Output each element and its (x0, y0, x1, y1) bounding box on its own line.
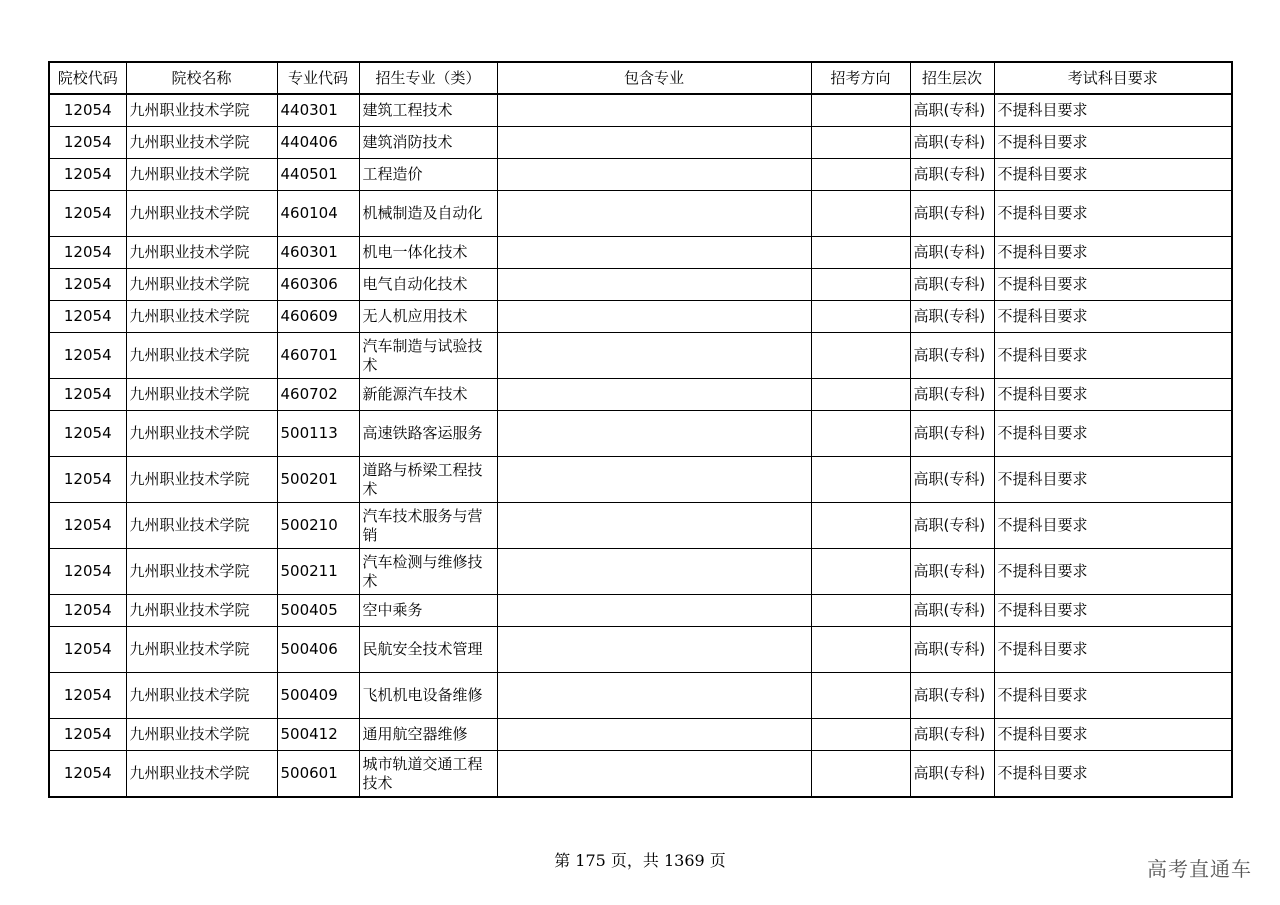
cell-major-code: 500412 (277, 719, 359, 751)
cell-requirement: 不提科目要求 (994, 379, 1232, 411)
cell-includes (497, 549, 811, 595)
header-includes: 包含专业 (497, 62, 811, 94)
cell-direction (811, 127, 910, 159)
cell-direction (811, 159, 910, 191)
cell-major-code: 500210 (277, 503, 359, 549)
cell-school-code: 12054 (49, 503, 126, 549)
table-row (49, 719, 1232, 751)
cell-requirement: 不提科目要求 (994, 549, 1232, 595)
cell-requirement: 不提科目要求 (994, 127, 1232, 159)
cell-school-code: 12054 (49, 379, 126, 411)
header-major: 招生专业（类） (359, 62, 497, 94)
table-row (49, 751, 1232, 798)
header-direction: 招考方向 (811, 62, 910, 94)
cell-school-code: 12054 (49, 159, 126, 191)
cell-requirement: 不提科目要求 (994, 269, 1232, 301)
cell-school-code: 12054 (49, 301, 126, 333)
cell-requirement: 不提科目要求 (994, 673, 1232, 719)
cell-school-code: 12054 (49, 127, 126, 159)
cell-school-name: 九州职业技术学院 (126, 333, 277, 379)
cell-school-name: 九州职业技术学院 (126, 269, 277, 301)
cell-direction (811, 457, 910, 503)
cell-direction (811, 94, 910, 127)
table-header-row (49, 62, 1232, 94)
cell-direction (811, 503, 910, 549)
cell-major-code: 500201 (277, 457, 359, 503)
cell-school-code: 12054 (49, 719, 126, 751)
cell-direction (811, 595, 910, 627)
cell-includes (497, 595, 811, 627)
cell-school-name: 九州职业技术学院 (126, 549, 277, 595)
table-row (49, 457, 1232, 503)
table-row (49, 627, 1232, 673)
cell-level: 高职(专科) (910, 457, 994, 503)
cell-level: 高职(专科) (910, 191, 994, 237)
cell-major-code: 460104 (277, 191, 359, 237)
cell-level: 高职(专科) (910, 673, 994, 719)
header-requirement: 考试科目要求 (994, 62, 1232, 94)
cell-major-code: 460306 (277, 269, 359, 301)
header-major-code: 专业代码 (277, 62, 359, 94)
cell-requirement: 不提科目要求 (994, 301, 1232, 333)
cell-school-name: 九州职业技术学院 (126, 751, 277, 798)
table-row (49, 127, 1232, 159)
cell-school-name: 九州职业技术学院 (126, 673, 277, 719)
enrollment-table (48, 61, 1233, 798)
cell-direction (811, 627, 910, 673)
cell-school-code: 12054 (49, 333, 126, 379)
cell-requirement: 不提科目要求 (994, 237, 1232, 269)
table-row (49, 269, 1232, 301)
cell-level: 高职(专科) (910, 127, 994, 159)
cell-includes (497, 627, 811, 673)
cell-major: 道路与桥梁工程技术 (359, 457, 497, 503)
cell-school-code: 12054 (49, 94, 126, 127)
cell-requirement: 不提科目要求 (994, 457, 1232, 503)
cell-major-code: 500113 (277, 411, 359, 457)
cell-requirement: 不提科目要求 (994, 411, 1232, 457)
cell-major: 机械制造及自动化 (359, 191, 497, 237)
table-row (49, 673, 1232, 719)
table-row (49, 503, 1232, 549)
cell-school-name: 九州职业技术学院 (126, 457, 277, 503)
cell-school-code: 12054 (49, 191, 126, 237)
cell-includes (497, 411, 811, 457)
cell-requirement: 不提科目要求 (994, 595, 1232, 627)
cell-includes (497, 301, 811, 333)
cell-direction (811, 673, 910, 719)
cell-direction (811, 411, 910, 457)
cell-major-code: 500406 (277, 627, 359, 673)
cell-major: 空中乘务 (359, 595, 497, 627)
cell-level: 高职(专科) (910, 379, 994, 411)
cell-major-code: 500405 (277, 595, 359, 627)
cell-major: 建筑消防技术 (359, 127, 497, 159)
cell-level: 高职(专科) (910, 549, 994, 595)
table-row (49, 301, 1232, 333)
cell-requirement: 不提科目要求 (994, 333, 1232, 379)
cell-level: 高职(专科) (910, 751, 994, 798)
cell-level: 高职(专科) (910, 627, 994, 673)
cell-requirement: 不提科目要求 (994, 503, 1232, 549)
cell-school-code: 12054 (49, 411, 126, 457)
cell-major: 工程造价 (359, 159, 497, 191)
cell-major-code: 440406 (277, 127, 359, 159)
cell-requirement: 不提科目要求 (994, 719, 1232, 751)
cell-direction (811, 719, 910, 751)
cell-level: 高职(专科) (910, 503, 994, 549)
cell-direction (811, 751, 910, 798)
cell-major-code: 500409 (277, 673, 359, 719)
cell-school-code: 12054 (49, 673, 126, 719)
cell-requirement: 不提科目要求 (994, 191, 1232, 237)
cell-level: 高职(专科) (910, 159, 994, 191)
cell-includes (497, 503, 811, 549)
cell-includes (497, 269, 811, 301)
cell-includes (497, 751, 811, 798)
cell-includes (497, 333, 811, 379)
table-row (49, 159, 1232, 191)
cell-includes (497, 237, 811, 269)
cell-direction (811, 301, 910, 333)
header-school-code: 院校代码 (49, 62, 126, 94)
watermark: 高考直通车 (1147, 857, 1252, 881)
cell-school-name: 九州职业技术学院 (126, 379, 277, 411)
table-row (49, 549, 1232, 595)
cell-requirement: 不提科目要求 (994, 627, 1232, 673)
cell-major-code: 460609 (277, 301, 359, 333)
cell-major: 汽车检测与维修技术 (359, 549, 497, 595)
cell-direction (811, 333, 910, 379)
cell-school-code: 12054 (49, 549, 126, 595)
cell-school-name: 九州职业技术学院 (126, 301, 277, 333)
cell-includes (497, 94, 811, 127)
cell-school-name: 九州职业技术学院 (126, 503, 277, 549)
cell-includes (497, 159, 811, 191)
cell-level: 高职(专科) (910, 269, 994, 301)
cell-includes (497, 127, 811, 159)
cell-school-name: 九州职业技术学院 (126, 127, 277, 159)
cell-includes (497, 673, 811, 719)
cell-major: 飞机机电设备维修 (359, 673, 497, 719)
cell-major-code: 500211 (277, 549, 359, 595)
cell-major: 民航安全技术管理 (359, 627, 497, 673)
cell-major: 无人机应用技术 (359, 301, 497, 333)
cell-major: 汽车制造与试验技术 (359, 333, 497, 379)
cell-level: 高职(专科) (910, 94, 994, 127)
page-footer: 第 175 页，共 1369 页 (554, 851, 726, 870)
cell-major: 城市轨道交通工程技术 (359, 751, 497, 798)
cell-school-code: 12054 (49, 627, 126, 673)
cell-school-code: 12054 (49, 269, 126, 301)
cell-school-code: 12054 (49, 237, 126, 269)
header-level: 招生层次 (910, 62, 994, 94)
table-row (49, 379, 1232, 411)
cell-direction (811, 269, 910, 301)
cell-major: 建筑工程技术 (359, 94, 497, 127)
table-row (49, 94, 1232, 127)
cell-level: 高职(专科) (910, 595, 994, 627)
table-row (49, 411, 1232, 457)
cell-requirement: 不提科目要求 (994, 94, 1232, 127)
table-row (49, 191, 1232, 237)
cell-level: 高职(专科) (910, 301, 994, 333)
cell-direction (811, 549, 910, 595)
cell-major-code: 460301 (277, 237, 359, 269)
cell-school-name: 九州职业技术学院 (126, 237, 277, 269)
cell-includes (497, 719, 811, 751)
cell-school-name: 九州职业技术学院 (126, 191, 277, 237)
cell-requirement: 不提科目要求 (994, 159, 1232, 191)
table-row (49, 237, 1232, 269)
cell-includes (497, 379, 811, 411)
cell-level: 高职(专科) (910, 719, 994, 751)
cell-major-code: 460701 (277, 333, 359, 379)
cell-major: 通用航空器维修 (359, 719, 497, 751)
cell-direction (811, 191, 910, 237)
cell-school-code: 12054 (49, 751, 126, 798)
table-row (49, 333, 1232, 379)
cell-school-name: 九州职业技术学院 (126, 94, 277, 127)
cell-school-name: 九州职业技术学院 (126, 627, 277, 673)
cell-direction (811, 237, 910, 269)
cell-level: 高职(专科) (910, 333, 994, 379)
cell-school-name: 九州职业技术学院 (126, 719, 277, 751)
cell-major-code: 440501 (277, 159, 359, 191)
cell-school-name: 九州职业技术学院 (126, 595, 277, 627)
cell-requirement: 不提科目要求 (994, 751, 1232, 798)
header-school-name: 院校名称 (126, 62, 277, 94)
cell-level: 高职(专科) (910, 411, 994, 457)
cell-level: 高职(专科) (910, 237, 994, 269)
cell-major-code: 460702 (277, 379, 359, 411)
table-row (49, 595, 1232, 627)
cell-school-name: 九州职业技术学院 (126, 411, 277, 457)
cell-school-code: 12054 (49, 595, 126, 627)
cell-major: 汽车技术服务与营销 (359, 503, 497, 549)
cell-school-name: 九州职业技术学院 (126, 159, 277, 191)
cell-major-code: 500601 (277, 751, 359, 798)
cell-includes (497, 191, 811, 237)
cell-major: 电气自动化技术 (359, 269, 497, 301)
cell-major: 新能源汽车技术 (359, 379, 497, 411)
cell-direction (811, 379, 910, 411)
cell-major: 高速铁路客运服务 (359, 411, 497, 457)
cell-includes (497, 457, 811, 503)
cell-major: 机电一体化技术 (359, 237, 497, 269)
cell-school-code: 12054 (49, 457, 126, 503)
cell-major-code: 440301 (277, 94, 359, 127)
